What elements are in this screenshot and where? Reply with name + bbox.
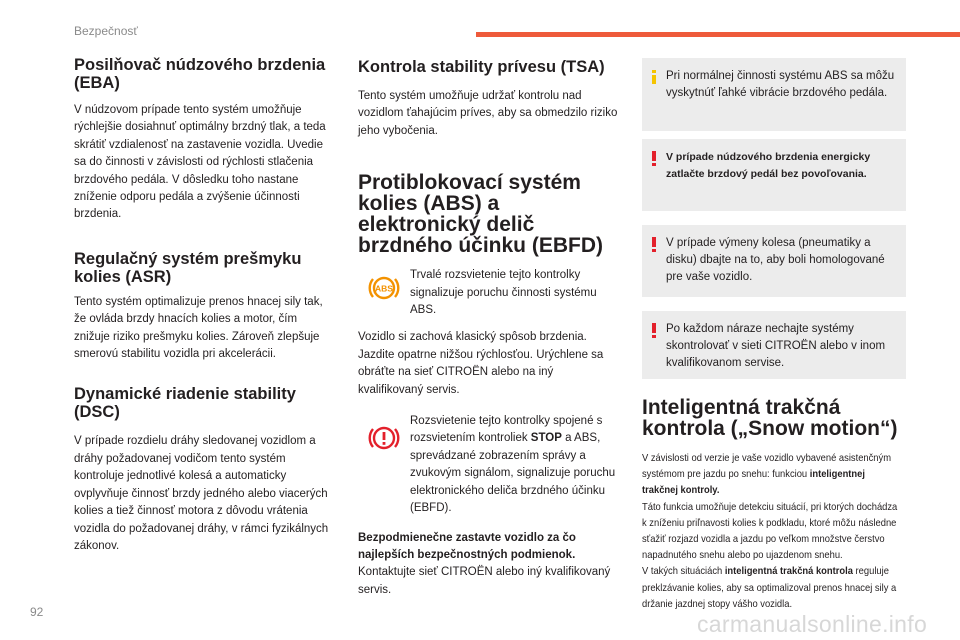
eba-body: V núdzovom prípade tento systém umožňuje rýchlejšie dosiahnuť optimálny brzdný tlak, a teda skrátiť vzdialenosť na zastavenie vozidla. Uvedie sa do činnosti v závislosti od rýchlosti stlačenia brzdového pedála. V dôsledku toho nastane zníženie odporu pedála a zvýšenie účinnosti brzdenia. (74, 104, 326, 221)
dsc-title: Dynamické riadenie stability (DSC) (74, 385, 296, 422)
ebfd-warning-row (358, 413, 620, 517)
info-note (642, 58, 906, 131)
stop-label: STOP (530, 432, 562, 445)
warning-note-2 (642, 225, 906, 297)
watermark: carmanualsonline.info (697, 611, 928, 637)
snow-motion-title: Inteligentná trakčná kontrola („Snow motion“) (642, 396, 898, 440)
stop-bold-text: Bezpodmienečne zastavte vozidlo za čo najlepších bezpečnostných podmienok. (358, 531, 576, 561)
svg-text:ABS: ABS (375, 283, 393, 294)
abs-warning-row (358, 267, 620, 319)
warning-note-3-text: Po každom náraze nechajte systémy skontrolovať v sieti CITROËN alebo v inom kvalifikovanom servise. (666, 323, 886, 369)
snow-p2: Táto funkcia umožňuje detekciu situácií, pri ktorých dochádza k zníženiu priľnavosti kolies k podkladu, ktoré môžu následne sťažiť rozjazd vozidla a jazdu po veľkom množstve čerstvo napadnutého snehu alebo po ujazdenom snehu. (642, 501, 898, 562)
column-middle (358, 54, 620, 599)
asr-body: Tento systém optimalizuje prenos hnacej sily tak, že ovláda brzdy hnacích kolies a motor, čím znižuje riziko prešmyku kolies. Zároveň zlepšuje smerovú stabilitu vozidla pri akcelerácii. (74, 295, 323, 361)
abs-title: Protiblokovací systém kolies (ABS) a elektronický delič brzdného účinku (EBFD) (358, 171, 603, 258)
warning-note-1-text: V prípade núdzového brzdenia energicky zatlačte brzdový pedál bez povoľovania. (666, 151, 871, 180)
brake-warning-icon (367, 423, 401, 453)
snow-motion-body (642, 451, 906, 613)
column-right (642, 58, 906, 613)
exclamation-icon (652, 237, 656, 252)
abs-body: Vozidlo si zachová klasický spôsob brzdenia. Jazdite opatrne nižšou rýchlosťou. Urýchlene sa obráťte na sieť CITROËN alebo na iný kvalifikovaný servis. (358, 331, 604, 396)
warning-note-3 (642, 311, 906, 379)
dsc-body: V prípade rozdielu dráhy sledovanej vozidlom a dráhy požadovanej vodičom tento systém kontroluje jednotlivé kolesá a automaticky ovplyvňuje činnosť brzdy jedného alebo viacerých kolies a tiež činnosť motora z dôvodu vrátenia vozidla do požadovanej dráhy, v rámci fyzikálnych zákonov. (74, 435, 329, 552)
warning-note-2-text: V prípade výmeny kolesa (pneumatiky a disku) dbajte na to, aby boli homologované pre vaše vozidlo. (666, 237, 885, 283)
snow-p1: V závislosti od verzie je vaše vozidlo vybavené asistenčným systémom pre jazdu po snehu: funkciou inteligentnej trakčnej kontroly. (642, 453, 892, 497)
info-note-text: Pri normálnej činnosti systému ABS sa môžu vyskytnúť ľahké vibrácie brzdového pedála. (666, 70, 895, 99)
column-left (74, 54, 330, 555)
abs-warning-text: Trvalé rozsvietenie tejto kontrolky signalizuje poruchu činnosti systému ABS. (410, 269, 597, 317)
header-section-title: Bezpečnosť (74, 24, 138, 38)
tsa-body: Tento systém umožňuje udržať kontrolu nad vozidlom ťahajúcim príves, aby sa obmedzilo riziko jeho vybočenia. (358, 90, 618, 137)
exclamation-icon (652, 151, 656, 166)
eba-title: Posilňovač núdzového brzdenia (EBA) (74, 56, 326, 92)
exclamation-icon (652, 323, 656, 338)
ebfd-warning-text: Rozsvietenie tejto kontrolky spojené s rozsvietením kontroliek STOP a ABS, sprevádzané zobrazením správy a zvukovým signálom, signalizuje poruchu elektronického deliča brzdného účinku (EBFD). (410, 415, 616, 515)
asr-title: Regulačný systém prešmyku kolies (ASR) (74, 249, 302, 286)
page-number: 92 (30, 605, 44, 619)
warning-note-1 (642, 139, 906, 211)
stop-body: Kontaktujte sieť CITROËN alebo iný kvalifikovaný servis. (358, 566, 611, 596)
header-accent-bar (476, 32, 960, 37)
abs-warning-icon (367, 273, 401, 303)
tsa-title: Kontrola stability prívesu (TSA) (358, 58, 605, 76)
snow-p3: V takých situáciách inteligentná trakčná kontrola reguluje preklzávanie kolies, aby sa optimalizoval prenos hnacej sily a držanie jazdnej stopy vášho vozidla. (642, 566, 897, 610)
info-icon (652, 70, 656, 84)
